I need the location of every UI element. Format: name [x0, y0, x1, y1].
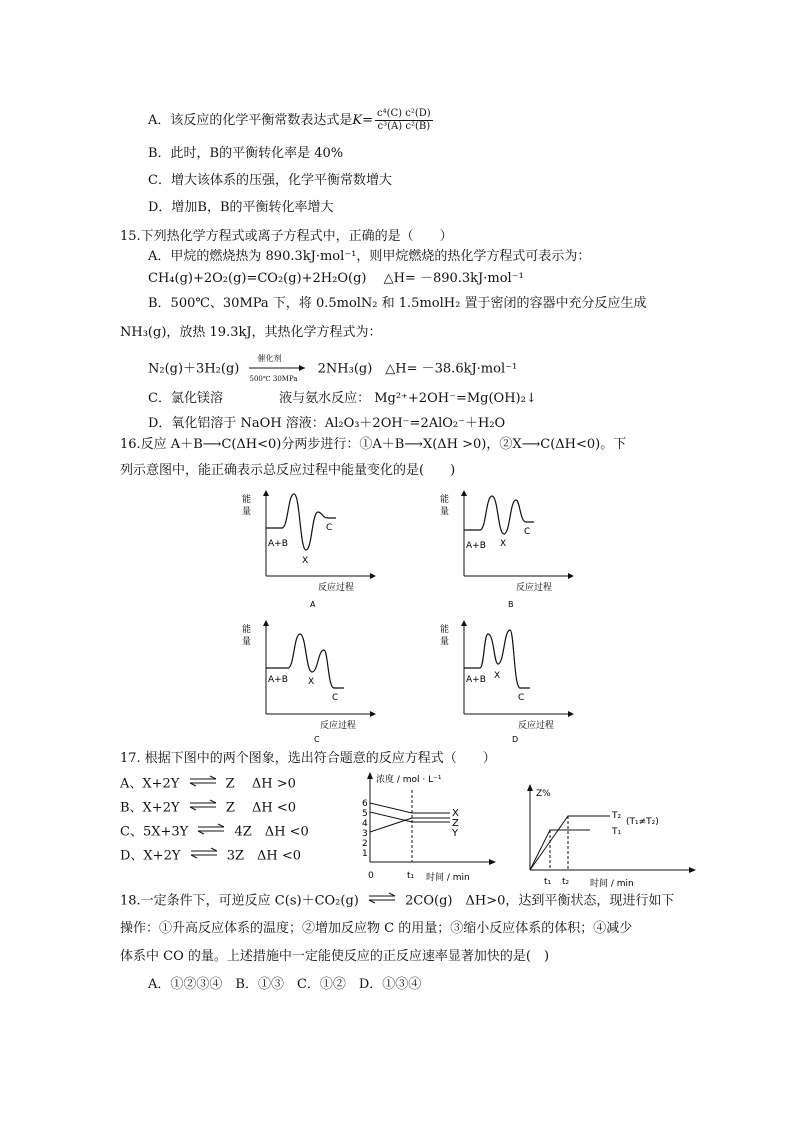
concentration-time-graph	[340, 770, 500, 889]
q15-option-a-equation: CH₄(g)+2O₂(g)=CO₂(g)+2H₂O(g) △H= －890.3kJ·mol⁻¹	[148, 271, 524, 286]
energy-diagram-b	[438, 490, 578, 619]
q15-b-products: 2NH₃(g) △H= －38.6kJ·mol⁻¹	[317, 361, 518, 377]
energy-c-product-label: C	[332, 693, 339, 703]
q15-catalyst-label: 催化剂	[257, 354, 282, 363]
equilibrium-arrow-icon	[188, 799, 218, 817]
energy-c-ylabel-2: 量	[242, 637, 252, 647]
energy-diagram-c	[240, 620, 380, 749]
conc-graph-t1: t₁	[407, 871, 415, 881]
q15-stem: 15.下列热化学方程式或离子方程式中，正确的是（ ）	[120, 229, 453, 244]
q17-option-a-right: Z ΔH >0	[225, 776, 296, 792]
conc-tick-4: 4	[362, 819, 368, 829]
energy-b-product-label: C	[524, 527, 531, 537]
energy-c-intermediate-label: X	[308, 677, 315, 687]
q15-b-reactants: N₂(g)＋3H₂(g)	[148, 361, 240, 377]
conc-tick-2: 2	[362, 839, 368, 849]
q18-stem-line1	[120, 892, 674, 911]
conc-tick-5: 5	[362, 809, 368, 819]
q17-option-c	[120, 823, 309, 842]
energy-c-caption: C	[314, 735, 320, 744]
q18-stem-right: 2CO(g) ΔH>0，达到平衡状态，现进行如下	[405, 893, 675, 909]
q17-option-d	[120, 847, 301, 866]
q17-option-d-right: 3Z ΔH <0	[226, 848, 302, 864]
q18-stem-left: 18.一定条件下，可逆反应 C(s)＋CO₂(g)	[120, 893, 359, 909]
energy-a-intermediate-label: X	[302, 556, 309, 566]
energy-d-reactant-label: A+B	[466, 675, 486, 685]
q14-option-c: C．增大该体系的压强，化学平衡常数增大	[148, 173, 392, 188]
q17-stem: 17. 根据下图中的两个图象，选出符合题意的反应方程式（ ）	[120, 751, 496, 766]
energy-d-ylabel-1: 能	[440, 625, 450, 635]
q17-option-b-left: B、X+2Y	[120, 800, 180, 816]
zp-graph-ylabel: Z%	[536, 789, 551, 799]
q17-option-a	[120, 775, 296, 794]
q14-option-a-text: A．该反应的化学平衡常数表达式是	[148, 113, 353, 128]
conc-tick-6: 6	[362, 799, 368, 809]
q14-k-symbol: K=	[352, 113, 373, 128]
q14-k-numerator: c⁴(C) c²(D)	[377, 108, 431, 119]
energy-a-ylabel-1: 能	[242, 495, 252, 505]
q14-option-b: B．此时，B的平衡转化率是 40%	[148, 146, 344, 161]
zp-graph-xlabel: 时间 / min	[590, 879, 634, 889]
energy-a-ylabel-2: 量	[242, 507, 252, 517]
q15-option-b-line2: NH₃(g)，放热 19.3kJ，其热化学方程式为：	[120, 325, 382, 340]
q18-options: A．①②③④ B．①③ C．①② D．①③④	[148, 977, 422, 992]
energy-b-reactant-label: A+B	[466, 541, 486, 551]
q16-stem-line1: 16.反应 A＋B⟶C(ΔH<0)分两步进行：①A＋B⟶X(ΔH >0)，②X⟶C(ΔH<0)。下	[120, 437, 627, 452]
q15-condition-label: 500℃ 30MPa	[249, 375, 298, 383]
energy-b-caption: B	[508, 600, 514, 609]
conc-series-x-label: X	[452, 808, 459, 819]
q18-stem-line2: 操作：①升高反应体系的温度；②增加反应物 C 的用量；③缩小反应体系的体积；④减少	[120, 921, 633, 936]
q17-option-d-left: D、X+2Y	[120, 848, 181, 864]
energy-c-xlabel: 反应过程	[320, 721, 357, 731]
equilibrium-arrow-icon	[188, 775, 218, 793]
q18-stem-line3: 体系中 CO 的量。上述措施中一定能使反应的正反应速率显著加快的是( )	[120, 949, 550, 964]
q17-option-c-left: C、5X+3Y	[120, 824, 189, 840]
energy-d-caption: D	[512, 735, 519, 744]
zp-graph-t2-label: T₂	[612, 811, 622, 821]
q15-option-a-line1: A．甲烷的燃烧热为 890.3kJ·mol⁻¹，则甲烷燃烧的热化学方程式可表示为：	[148, 249, 591, 264]
q16-stem-line2: 列示意图中，能正确表示总反应过程中能量变化的是( )	[120, 463, 456, 478]
zp-graph-t2-tick: t₂	[562, 877, 570, 887]
conc-tick-3: 3	[362, 829, 368, 839]
conc-graph-origin: 0	[368, 871, 374, 881]
energy-a-reactant-label: A+B	[268, 539, 288, 549]
z-percent-time-graph	[520, 780, 700, 894]
q17-option-c-right: 4Z ΔH <0	[234, 824, 309, 840]
energy-a-caption: A	[310, 600, 316, 609]
conc-graph-xlabel: 时间 / min	[426, 873, 470, 883]
q14-k-denominator: c³(A) c²(B)	[377, 121, 431, 132]
energy-d-intermediate-label: X	[494, 671, 501, 681]
equilibrium-arrow-icon	[367, 892, 397, 910]
q15-option-b-equation	[148, 354, 518, 383]
energy-d-xlabel: 反应过程	[518, 721, 555, 731]
energy-a-product-label: C	[326, 523, 333, 533]
equilibrium-arrow-icon	[196, 823, 226, 841]
q15-catalyst-arrow	[247, 354, 309, 383]
zp-graph-t1-label: T₁	[612, 827, 622, 837]
energy-diagram-a	[240, 490, 380, 619]
zp-graph-note: (T₁≠T₂)	[626, 817, 659, 827]
energy-b-ylabel-1: 能	[440, 495, 450, 505]
energy-c-ylabel-1: 能	[242, 625, 252, 635]
energy-a-xlabel: 反应过程	[318, 583, 355, 593]
conc-series-z-label: Z	[452, 818, 459, 829]
zp-graph-t1-tick: t₁	[544, 877, 552, 887]
q14-option-a	[148, 108, 433, 133]
q14-k-fraction	[375, 108, 433, 133]
q15-option-d: D．氧化铝溶于 NaOH 溶液：Al₂O₃＋2OH⁻=2AlO₂⁻＋H₂O	[148, 416, 506, 431]
q15-option-c: C．氯化镁溶 液与氨水反应： Mg²⁺+2OH⁻=Mg(OH)₂↓	[148, 391, 537, 406]
energy-c-reactant-label: A+B	[268, 675, 288, 685]
energy-b-intermediate-label: X	[500, 539, 507, 549]
q14-option-d: D．增加B，B的平衡转化率增大	[148, 200, 334, 215]
conc-tick-1: 1	[362, 849, 368, 859]
energy-d-ylabel-2: 量	[440, 637, 450, 647]
energy-d-product-label: C	[518, 693, 525, 703]
energy-diagram-d	[438, 620, 578, 749]
q15-option-b-line1: B．500℃、30MPa 下，将 0.5molN₂ 和 1.5molH₂ 置于密闭的容器中充分反应生成	[148, 296, 647, 311]
energy-b-ylabel-2: 量	[440, 507, 450, 517]
energy-b-xlabel: 反应过程	[516, 583, 553, 593]
q17-option-b	[120, 799, 296, 818]
q17-option-a-left: A、X+2Y	[120, 776, 180, 792]
conc-series-y-label: Y	[452, 828, 459, 839]
conc-graph-ylabel: 浓度 / mol · L⁻¹	[376, 775, 442, 785]
equilibrium-arrow-icon	[189, 847, 219, 865]
q17-option-b-right: Z ΔH <0	[225, 800, 297, 816]
